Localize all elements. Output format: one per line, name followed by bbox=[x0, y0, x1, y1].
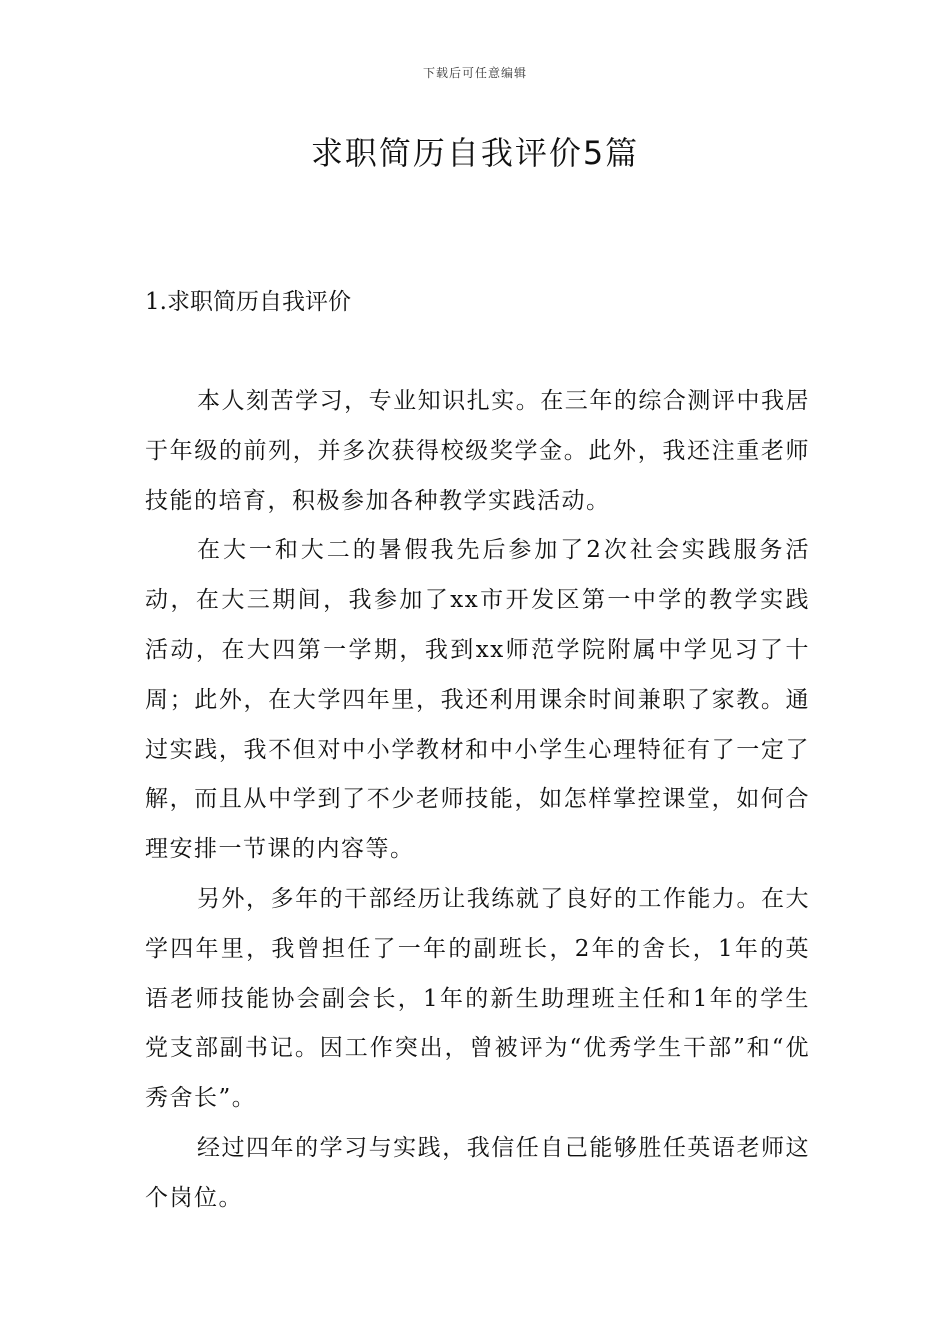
section-heading: 1.求职简历自我评价 bbox=[145, 289, 351, 315]
paragraph: 在大一和大二的暑假我先后参加了2次社会实践服务活动，在大三期间，我参加了xx市开发区第一中学的教学实践活动，在大四第一学期，我到xx师范学院附属中学见习了十周；此外，在大学四年里，我还利用课余时间兼职了家教。通过实践，我不但对中小学教材和中小学生心理特征有了一定了解，而且从中学到了不少老师技能，如怎样掌控课堂，如何合理安排一节课的内容等。 bbox=[145, 537, 810, 863]
document-title: 求职简历自我评价5篇 bbox=[310, 134, 640, 172]
paragraph: 本人刻苦学习，专业知识扎实。在三年的综合测评中我居于年级的前列，并多次获得校级奖学金。此外，我还注重老师技能的培育，积极参加各种教学实践活动。 bbox=[145, 388, 810, 514]
paragraph: 经过四年的学习与实践，我信任自己能够胜任英语老师这个岗位。 bbox=[145, 1134, 810, 1211]
section-body bbox=[145, 377, 810, 1224]
paragraph: 另外，多年的干部经历让我练就了良好的工作能力。在大学四年里，我曾担任了一年的副班长，2年的舍长，1年的英语老师技能协会副会长，1年的新生助理班主任和1年的学生党支部副书记。因工作突出，曾被评为“优秀学生干部”和“优秀舍长”。 bbox=[145, 885, 810, 1112]
header-note: 下载后可任意编辑 bbox=[422, 66, 527, 80]
